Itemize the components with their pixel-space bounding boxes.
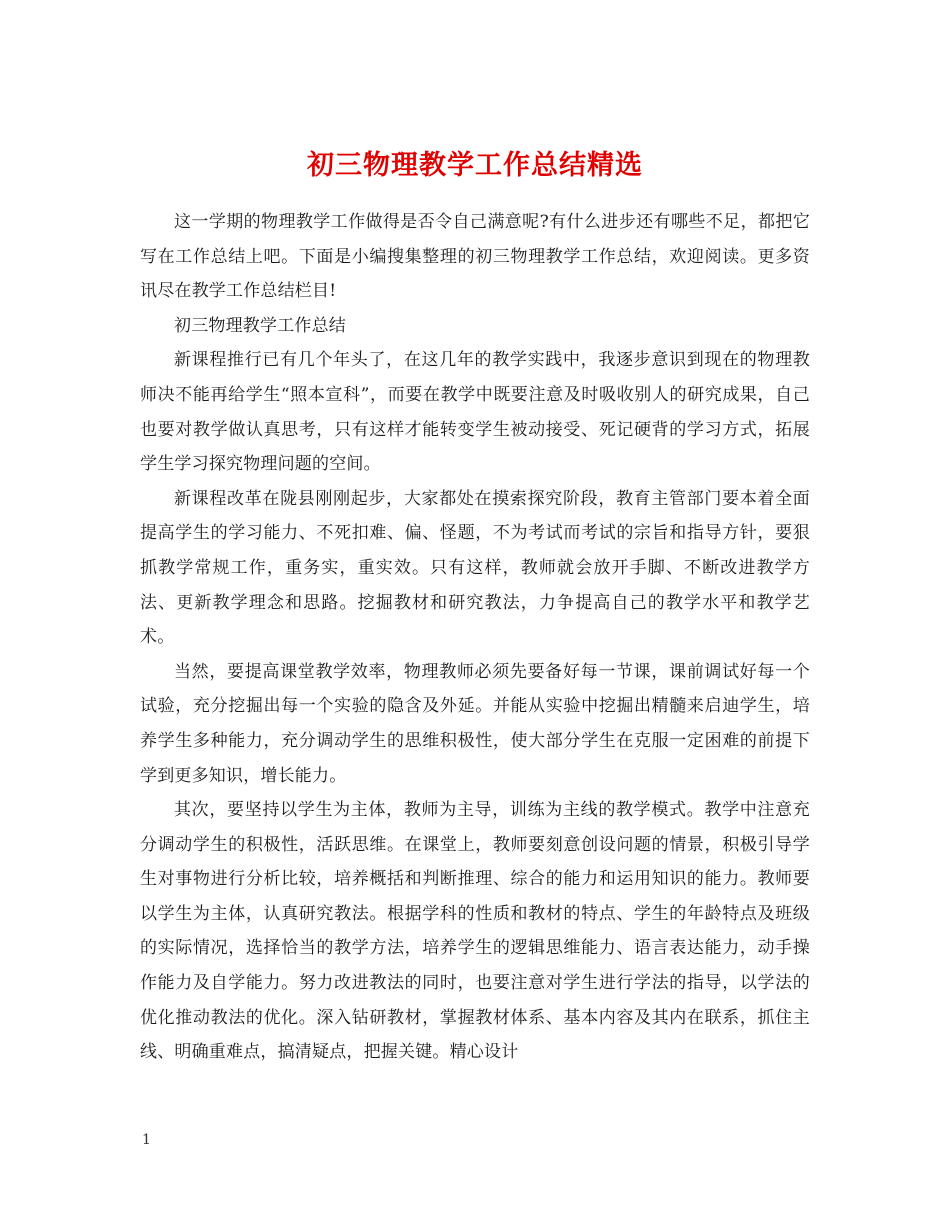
paragraph-student-centered: 其次，要坚持以学生为主体，教师为主导，训练为主线的教学模式。教学中注意充分调动学生的积极性，活跃思维。在课堂上，教师要刻意创设问题的情景，积极引导学生对事物进行分析比较，培养概括和判断推理、综合的能力和运用知识的能力。教师要以学生为主体，认真研究教法。根据学科的性质和教材的特点、学生的年龄特点及班级的实际情况，选择恰当的教学方法，培养学生的逻辑思维能力、语言表达能力，动手操作能力及自学能力。努力改进教法的同时，也要注意对学生进行学法的指导，以学法的优化推动教法的优化。深入钻研教材，掌握教材体系、基本内容及其内在联系，抓住主线、明确重难点，搞清疑点，把握关键。精心设计 (140, 800, 810, 1063)
document-title: 初三物理教学工作总结精选 (307, 150, 643, 182)
paragraph-intro: 这一学期的物理教学工作做得是否令自己满意呢?有什么进步还有哪些不足，都把它写在工作总结上吧。下面是小编搜集整理的初三物理教学工作总结，欢迎阅读。更多资讯尽在教学工作总结栏目! (140, 212, 810, 302)
paragraph-new-curriculum: 新课程推行已有几个年头了，在这几年的教学实践中，我逐步意识到现在的物理教师决不能再给学生“照本宣科”，而要在教学中既要注意及时吸收别人的研究成果，自己也要对教学做认真思考，只有这样才能转变学生被动接受、死记硬背的学习方式，拓展学生学习探究物理问题的空间。 (140, 350, 810, 475)
document-body (140, 205, 810, 1070)
paragraph-subheading: 初三物理教学工作总结 (174, 315, 346, 336)
paragraph-reform: 新课程改革在陇县刚刚起步，大家都处在摸索探究阶段，教育主管部门要本着全面提高学生的学习能力、不死扣难、偏、怪题，不为考试而考试的宗旨和指导方针，要狠抓教学常规工作，重务实，重实效。只有这样，教师就会放开手脚、不断改进教学方法、更新教学理念和思路。挖掘教材和研究教法，力争提高自己的教学水平和教学艺术。 (140, 488, 810, 648)
page-number: 1 (142, 1132, 151, 1148)
paragraph-efficiency: 当然，要提高课堂教学效率，物理教师必须先要备好每一节课，课前调试好每一个试验，充分挖掘出每一个实验的隐含及外延。并能从实验中挖掘出精髓来启迪学生，培养学生多种能力，充分调动学生的思维积极性，使大部分学生在克服一定困难的前提下学到更多知识，增长能力。 (140, 661, 810, 786)
